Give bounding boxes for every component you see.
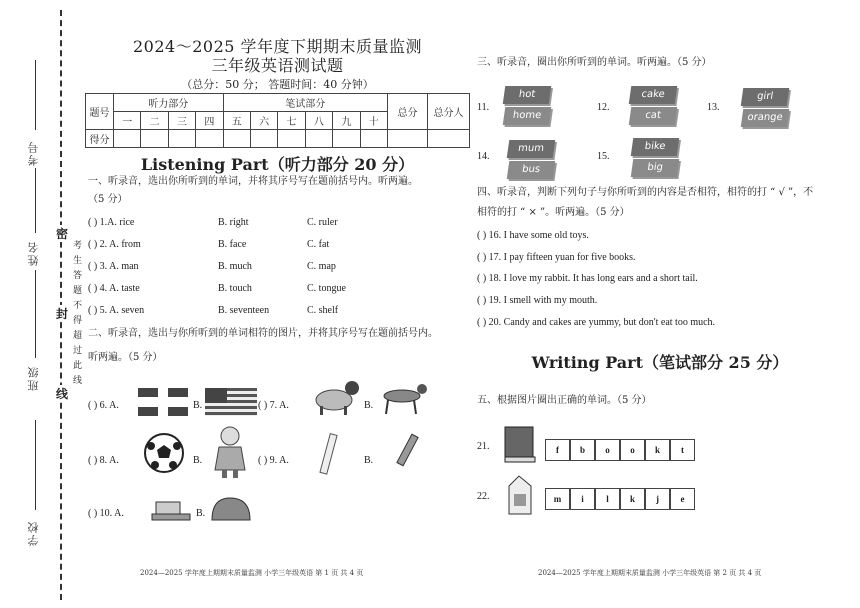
score-cell [360,130,387,148]
letter-box[interactable]: j [645,488,670,510]
s5-q22-num: 22. [477,491,490,502]
letter-box[interactable]: m [545,488,570,510]
exam-title: 2024～2025 学年度下期期末质量监测 [132,37,423,56]
milk-image [505,472,535,516]
s2-q10: ( ) 10. A. [88,508,124,519]
s1-q2: ( ) 2. A. from [88,239,141,250]
letter-box[interactable]: k [645,439,670,461]
q21-letter-grid [545,438,695,461]
score-table-score-label: 得分 [86,130,114,148]
score-table-num: 五 [223,112,250,130]
section3-instruction: 三、听录音，圈出你所听到的单词。听两遍。（5 分） [477,57,712,68]
s4-q19: ( ) 19. I smell with my mouth. [477,295,598,306]
score-table-writing: 笔试部分 [223,94,387,112]
s1-q3-b: B. much [218,261,252,272]
s3-q11-num: 11. [477,102,490,113]
s3-q12-num: 12. [597,102,610,113]
seal-char-xian: 线 [55,387,68,401]
pencil-image [394,432,420,474]
name-line [35,168,36,233]
s3-q13-num: 13. [707,102,720,113]
score-table-num: 六 [250,112,277,130]
school-label: 学校 [27,520,40,546]
listening-part-title: Listening Part（听力部分 20 分） [140,155,415,174]
seal-char-feng: 封 [55,307,68,321]
s1-q1: ( ) 1.A. rice [88,217,135,228]
letter-box[interactable]: i [570,488,595,510]
s3-q11-option-top[interactable]: hot [503,86,552,104]
dog-image [376,380,432,416]
s1-q3-c: C. map [307,261,336,272]
s3-q12-option-bottom[interactable]: cat [629,107,678,125]
exam-number-line [35,60,36,130]
s4-q17: ( ) 17. I pay fifteen yuan for five books. [477,252,636,263]
section4-instruction-2: 相符的打 “ × ”。听两遍。（5 分） [477,207,630,218]
letter-box[interactable]: k [620,488,645,510]
s2-q8: ( ) 8. A. [88,455,119,466]
score-cell [428,130,470,148]
letter-box[interactable]: o [620,439,645,461]
s4-q20: ( ) 20. Candy and cakes are yummy, but don't eat too much. [477,317,716,328]
exam-subtitle: 三年级英语测试题 [211,56,344,75]
s1-q1-c: C. ruler [307,217,338,228]
score-table-num: 七 [278,112,305,130]
score-cell [114,130,141,148]
score-table-num: 四 [196,112,223,130]
score-table-num: 二 [141,112,168,130]
footer-left: 2024—2025 学年度上期期末质量监测 小学三年级英语 第 1 页 共 4 页 [140,569,364,577]
class-line [35,270,36,358]
section4-instruction: 四、听录音，判断下列句子与你所听到的内容是否相符，相符的打 “ √ ”，不 [477,187,814,198]
score-table-listening: 听力部分 [114,94,224,112]
section2-instruction: 二、听录音，选出与你所听到的单词相符的图片，并将其序号写在题前括号内。 [88,328,438,339]
ruler-image [318,432,340,476]
cake-image [150,492,192,524]
score-table-num: 一 [114,112,141,130]
uk-flag-image [138,388,188,416]
s1-q3: ( ) 3. A. man [88,261,139,272]
score-cell [250,130,277,148]
exam-number-label: 考号 [27,140,40,166]
s4-q16: ( ) 16. I have some old toys. [477,230,589,241]
s2-q6: ( ) 6. A. [88,400,119,411]
score-table-num: 九 [333,112,360,130]
score-table-num: 三 [168,112,195,130]
doll-image [213,425,247,480]
score-cell [333,130,360,148]
score-cell [223,130,250,148]
score-table-total: 总分 [388,94,428,130]
s3-q15-option-bottom[interactable]: big [631,159,680,177]
score-cell [168,130,195,148]
score-table-header-number: 题号 [86,94,114,130]
s1-q4-b: B. touch [218,283,252,294]
score-table [85,93,470,148]
letter-box[interactable]: t [670,439,695,461]
cat-image [310,376,362,416]
score-cell [278,130,305,148]
us-flag-image [205,388,257,416]
s2-q7-b: B. [364,400,374,411]
s3-q15-num: 15. [597,151,610,162]
s2-q9-b: B. [364,455,374,466]
letter-box[interactable]: l [595,488,620,510]
name-label: 姓名 [27,240,40,266]
s4-q18: ( ) 18. I love my rabbit. It has long ears and a short tail. [477,273,698,284]
s1-q5-b: B. seventeen [218,305,270,316]
s2-q9: ( ) 9. A. [258,455,289,466]
s3-q15-option-top[interactable]: bike [631,138,680,156]
s1-q2-c: C. fat [307,239,330,250]
score-cell [196,130,223,148]
letter-box[interactable]: o [595,439,620,461]
score-cell [388,130,428,148]
s3-q13-option-top[interactable]: girl [741,88,790,106]
seal-char-mi: 密 [55,227,68,241]
s2-q8-b: B. [193,455,203,466]
s3-q13-option-bottom[interactable]: orange [741,109,790,127]
exam-info: （总分：50 分； 答题时间：40 分钟） [181,78,374,91]
s2-q6-b: B. [193,400,203,411]
s5-q21-num: 21. [477,441,490,452]
bread-image [208,490,254,526]
football-image [143,432,185,474]
book-image [502,425,538,465]
section2-instruction-2: 听两遍。（5 分） [88,352,163,363]
score-cell [305,130,332,148]
s1-q4: ( ) 4. A. taste [88,283,140,294]
section1-points: （5 分） [88,194,128,205]
footer-right: 2024—2025 学年度上期期末质量监测 小学三年级英语 第 2 页 共 4 页 [538,569,762,577]
score-cell [141,130,168,148]
score-table-num: 十 [360,112,387,130]
letter-box[interactable]: b [570,439,595,461]
s3-q14-num: 14. [477,151,490,162]
score-table-num: 八 [305,112,332,130]
s2-q10-b: B. [196,508,206,519]
letter-box[interactable]: f [545,439,570,461]
letter-box[interactable]: e [670,488,695,510]
s1-q2-b: B. face [218,239,247,250]
s3-q11-option-bottom[interactable]: home [503,107,552,125]
q22-letter-grid [545,487,695,510]
s1-q1-b: B. right [218,217,249,228]
section5-instruction: 五、根据图片圈出正确的单词。（5 分） [477,395,652,406]
school-line [35,420,36,510]
score-table-grader: 总分人 [428,94,470,130]
s2-q7: ( ) 7. A. [258,400,289,411]
section1-instruction: 一、听录音，选出你所听到的单词，并将其序号写在题前括号内。听两遍。 [88,176,418,187]
s3-q12-option-top[interactable]: cake [629,86,678,104]
s3-q14-option-top[interactable]: mum [507,140,556,158]
s1-q5-c: C. shelf [307,305,339,316]
s1-q4-c: C. tongue [307,283,346,294]
writing-part-title: Writing Part（笔试部分 25 分） [531,353,789,372]
s3-q14-option-bottom[interactable]: bus [507,161,556,179]
s1-q5: ( ) 5. A. seven [88,305,145,316]
boundary-notice: 考生答题不得超过此线 [71,240,81,390]
class-label: 班级 [27,365,40,391]
